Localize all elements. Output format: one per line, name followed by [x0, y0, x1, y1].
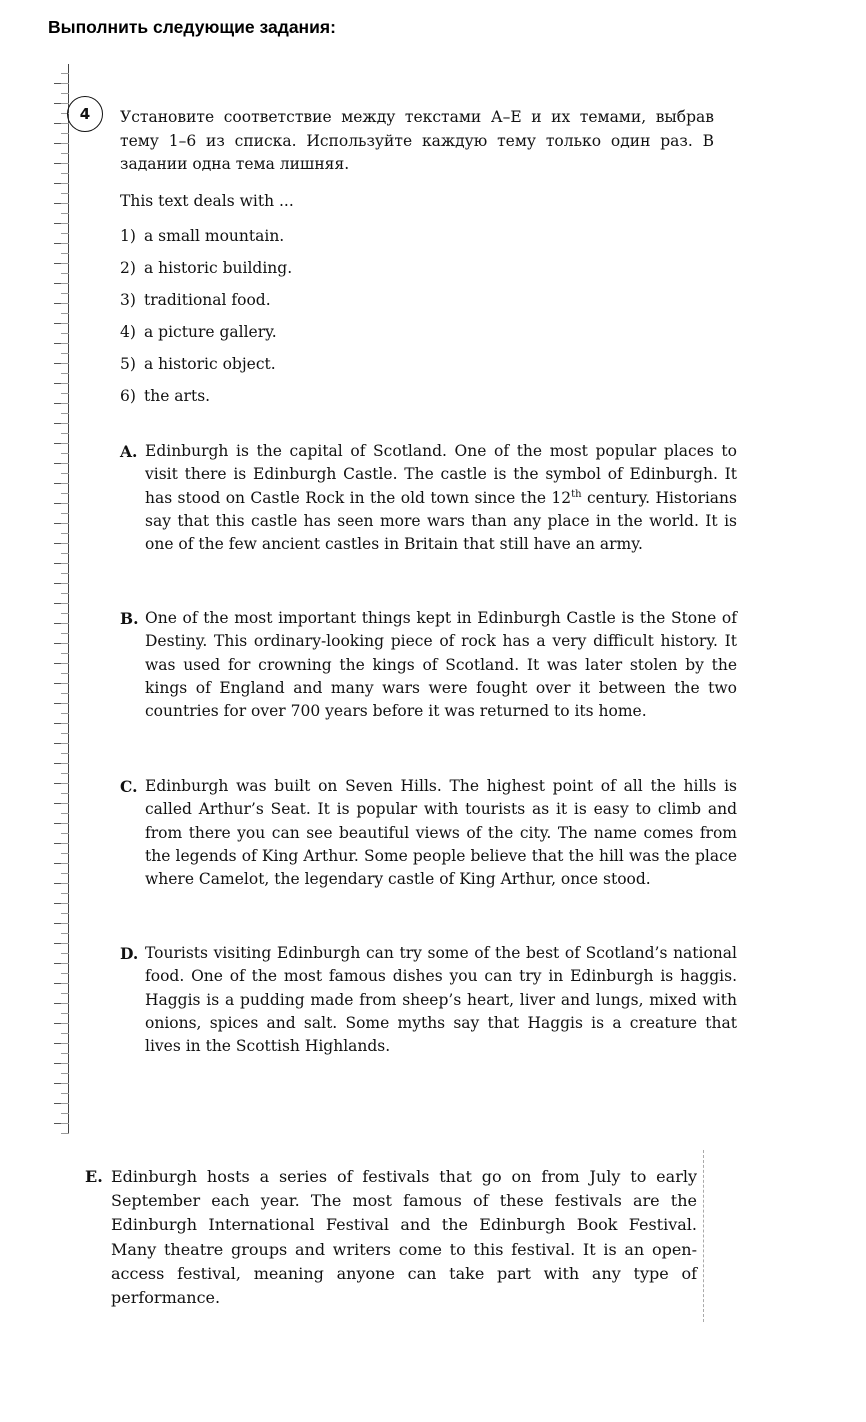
topic-text: a picture gallery. [144, 323, 277, 341]
text-e-letter: E. [85, 1167, 103, 1186]
text-b-body: One of the most important things kept in Edinburgh Castle is the Stone of Destiny. This ordinary-looking piece of rock has a very difficult history. It was used for crowning the kings of Scotland. It was later stolen by the kings of England and many wars were fought over it between the two countries for over 700 years before it was returned to its home. [145, 609, 737, 721]
text-a-part1: Edinburgh is the capital of Scotland. One of the most popular places to visit there is Edinburgh Castle. The castle is the symbol of Edinburgh. It has stood on Castle Rock in the old town since the 12 [145, 442, 737, 507]
text-a-superscript: th [571, 488, 582, 500]
topics-list [120, 225, 292, 417]
topic-item [120, 353, 292, 385]
page-heading: Выполнить следующие задания: [48, 17, 336, 37]
topic-item [120, 257, 292, 289]
topics-intro: This text deals with ... [120, 192, 294, 210]
topic-text: traditional food. [144, 291, 271, 309]
topic-text: the arts. [144, 387, 211, 405]
margin-ruler [48, 64, 69, 1134]
topic-text: a historic object. [144, 355, 276, 373]
text-d [120, 942, 737, 1058]
topic-item [120, 225, 292, 257]
page-edge-divider [703, 1150, 704, 1322]
task-number-badge: 4 [67, 96, 103, 132]
text-a-letter: A. [120, 442, 138, 461]
task-instruction: Установите соответствие между текстами А–Е и их темами, выбрав тему 1–6 из списка. Используйте каждую тему только один раз. В задании одна тема лишняя. [120, 108, 714, 173]
topic-text: a historic building. [144, 259, 293, 277]
text-e-body: Edinburgh hosts a series of festivals that go on from July to early September each year. The most famous of these festivals are the Edinburgh International Festival and the Edinburgh Book Festival. Many theatre groups and writers come to this festival. It is an open-access festival, meaning anyone can take part with any type of performance. [111, 1167, 697, 1308]
text-c [120, 775, 737, 891]
topic-number: 3) [120, 291, 136, 309]
topic-number: 5) [120, 355, 136, 373]
text-e [85, 1165, 697, 1310]
text-a-body [145, 440, 737, 556]
topic-item [120, 289, 292, 321]
text-b [120, 607, 737, 723]
topic-item [120, 321, 292, 353]
text-c-letter: C. [120, 777, 138, 796]
text-a [120, 440, 737, 556]
topic-number: 4) [120, 323, 136, 341]
topic-number: 1) [120, 227, 136, 245]
text-b-letter: B. [120, 609, 139, 628]
topic-item [120, 385, 292, 417]
topic-text: a small mountain. [144, 227, 285, 245]
topic-number: 2) [120, 259, 136, 277]
text-a-part2: century. Historians say that this castle has seen more wars than any place in the world. It is one of the few ancient castles in Britain that still have an army. [145, 488, 737, 554]
text-d-letter: D. [120, 944, 139, 963]
text-c-body: Edinburgh was built on Seven Hills. The highest point of all the hills is called Arthur’s Seat. It is popular with tourists as it is easy to climb and from there you can see beautiful views of the city. The name comes from the legends of King Arthur. Some people believe that the hill was the place where Camelot, the legendary castle of King Arthur, once stood. [145, 777, 737, 889]
text-d-body: Tourists visiting Edinburgh can try some of the best of Scotland’s national food. One of the most famous dishes you can try in Edinburgh is haggis. Haggis is a pudding made from sheep’s heart, liver and lungs, mixed with onions, spices and salt. Some myths say that Haggis is a creature that lives in the Scottish Highlands. [145, 944, 737, 1056]
topic-number: 6) [120, 387, 136, 405]
